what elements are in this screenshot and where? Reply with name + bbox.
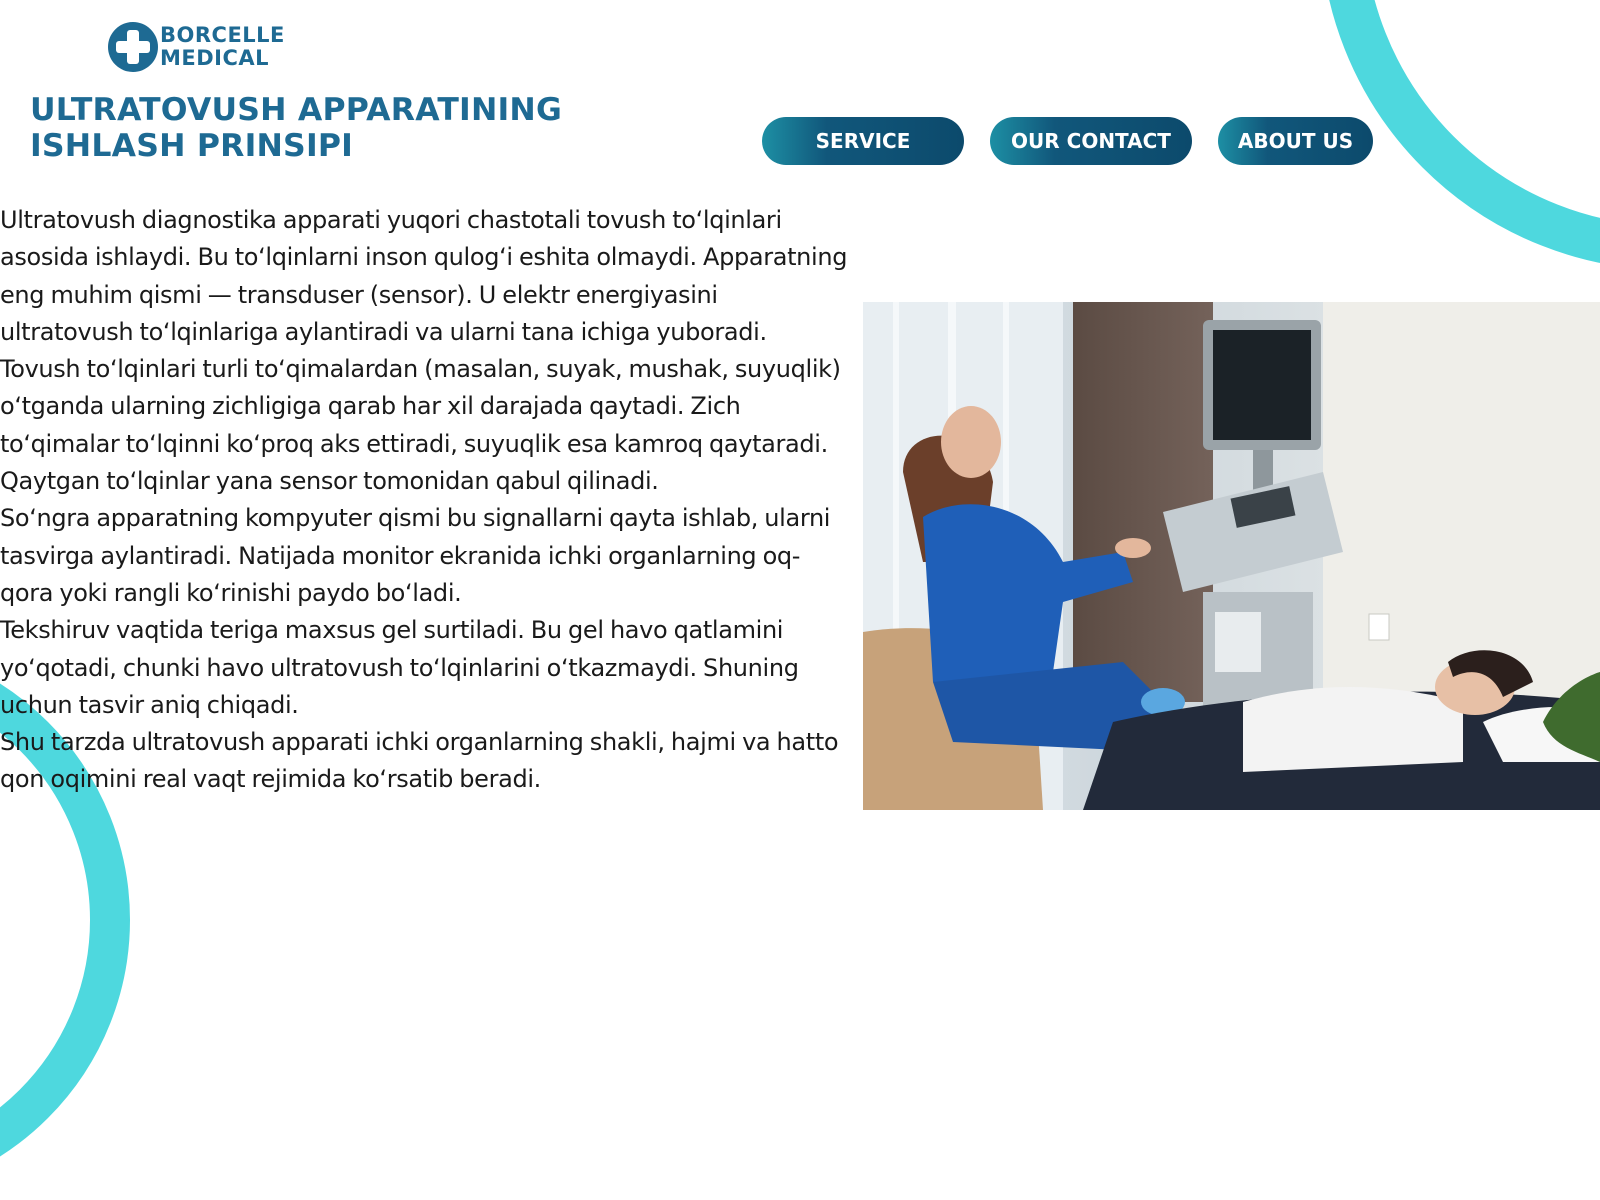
- article-paragraph: Ultratovush diagnostika apparati yuqori chastotali tovush to‘lqinlari asosida ishlaydi. Bu to‘lqinlarni inson qulog‘i eshita olmaydi. Apparatning eng muhim qismi — transduser (sensor). U elektr energiyasini ultratovush to‘lqinlariga aylantiradi va ularni tana ichiga yuboradi.: [0, 206, 848, 346]
- brand-logo[interactable]: [108, 22, 285, 72]
- page-title-line1: ULTRATOVUSH APPARATINING: [30, 92, 563, 128]
- main-nav: [762, 117, 1373, 165]
- ultrasound-examination-illustration: [863, 302, 1600, 810]
- article-paragraph: So‘ngra apparatning kompyuter qismi bu signallarni qayta ishlab, ularni tasvirga aylantiradi. Natijada monitor ekranida ichki organlarning oq-qora yoki rangli ko‘rinishi paydo bo‘ladi.: [0, 504, 831, 607]
- our-contact-button[interactable]: OUR CONTACT: [990, 117, 1192, 165]
- medical-cross-icon: [108, 22, 158, 72]
- ultrasound-examination-photo: [863, 302, 1600, 810]
- page-title: [30, 92, 650, 164]
- sonographer-hand-on-panel: [1115, 538, 1151, 558]
- photo-door: [1073, 302, 1213, 702]
- article-paragraph: Tovush to‘lqinlari turli to‘qimalardan (masalan, suyak, mushak, suyuqlik) o‘tganda ularning zichligiga qarab har xil darajada qaytadi. Zich to‘qimalar to‘lqinni ko‘proq aks ettiradi, suyuqlik esa kamroq qaytaradi. Qaytgan to‘lqinlar yana sensor tomonidan qabul qilinadi.: [0, 355, 841, 496]
- ultrasound-cart-drawer: [1215, 612, 1261, 672]
- brand-name-line1: BORCELLE: [160, 23, 285, 47]
- article-body: [0, 202, 852, 799]
- patient-shirt: [1243, 687, 1463, 772]
- article-paragraph: Tekshiruv vaqtida teriga maxsus gel surtiladi. Bu gel havo qatlamini yo‘qotadi, chunki havo ultratovush to‘lqinlarini o‘tkazmaydi. Shuning uchun tasvir aniq chiqadi.: [0, 616, 799, 719]
- ultrasound-monitor-arm: [1253, 450, 1273, 490]
- photo-wall-socket: [1369, 614, 1389, 640]
- article-paragraph: Shu tarzda ultratovush apparati ichki organlarning shakli, hajmi va hatto qon oqimini real vaqt rejimida ko‘rsatib beradi.: [0, 728, 839, 794]
- ultrasound-monitor-screen: [1213, 330, 1311, 440]
- about-us-button[interactable]: ABOUT US: [1218, 117, 1373, 165]
- service-button[interactable]: SERVICE: [762, 117, 964, 165]
- page-title-line2: ISHLASH PRINSIPI: [30, 128, 354, 164]
- sonographer-face: [941, 406, 1001, 478]
- brand-name: [160, 24, 285, 70]
- brand-name-line2: MEDICAL: [160, 46, 270, 70]
